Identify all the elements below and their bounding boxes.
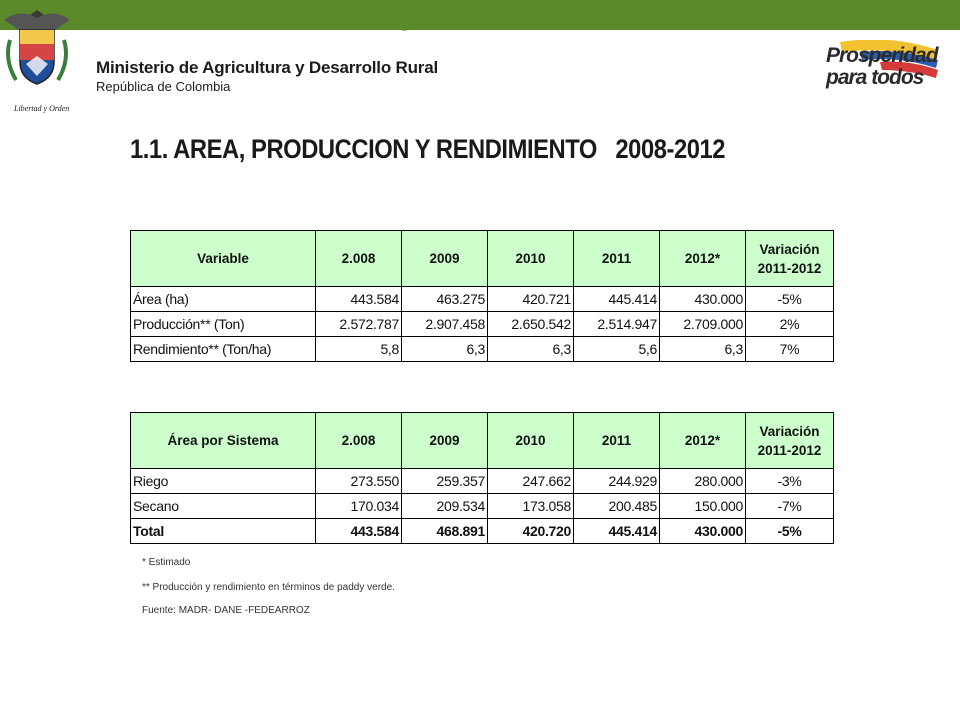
column-header: 2011 [574, 413, 660, 469]
column-header: 2012* [660, 231, 746, 287]
header-banner [0, 0, 960, 124]
variation-cell: 7% [746, 337, 834, 362]
row-label: Riego [131, 469, 316, 494]
table-header-row [131, 231, 834, 287]
table-cell: 2.907.458 [402, 312, 488, 337]
table-cell: 6,3 [660, 337, 746, 362]
variation-cell: 2% [746, 312, 834, 337]
table-cell: 2.650.542 [488, 312, 574, 337]
footnote-paddy: ** Producción y rendimiento en términos de paddy verde. [142, 582, 395, 593]
table-cell: 463.275 [402, 287, 488, 312]
table-cell: 150.000 [660, 494, 746, 519]
row-label: Secano [131, 494, 316, 519]
column-header: 2.008 [316, 413, 402, 469]
table-cell: 6,3 [402, 337, 488, 362]
table-cell: 430.000 [660, 519, 746, 544]
prosperidad-logo [820, 40, 940, 100]
source-note: Fuente: MADR- DANE -FEDEARROZ [142, 605, 310, 616]
ministry-name: Ministerio de Agricultura y Desarrollo Rural [96, 58, 438, 77]
table-cell: 6,3 [488, 337, 574, 362]
row-label: Total [131, 519, 316, 544]
table-cell: 170.034 [316, 494, 402, 519]
table-header-row [131, 413, 834, 469]
table-cell: 5,8 [316, 337, 402, 362]
column-header: Variación 2011-2012 [746, 231, 834, 287]
column-header: Variación 2011-2012 [746, 413, 834, 469]
table-cell: 430.000 [660, 287, 746, 312]
table-cell: 2.572.787 [316, 312, 402, 337]
table-total-row [131, 519, 834, 544]
area-by-system-table [130, 412, 834, 544]
logo-text-line2: para todos [826, 66, 924, 89]
column-header: Variable [131, 231, 316, 287]
country-name: República de Colombia [96, 79, 231, 94]
variation-cell: -5% [746, 287, 834, 312]
column-header: 2010 [488, 231, 574, 287]
table-cell: 443.584 [316, 287, 402, 312]
table-cell: 445.414 [574, 287, 660, 312]
table-cell: 2.514.947 [574, 312, 660, 337]
colombia-coat-of-arms-icon [0, 0, 74, 94]
table-row [131, 469, 834, 494]
row-label: Producción** (Ton) [131, 312, 316, 337]
table-cell: 420.720 [488, 519, 574, 544]
table-cell: 445.414 [574, 519, 660, 544]
variation-cell: -7% [746, 494, 834, 519]
table-cell: 468.891 [402, 519, 488, 544]
column-header: 2.008 [316, 231, 402, 287]
table-cell: 5,6 [574, 337, 660, 362]
table-row [131, 337, 834, 362]
production-table [130, 230, 834, 362]
column-header: 2011 [574, 231, 660, 287]
column-header: 2010 [488, 413, 574, 469]
table-row [131, 312, 834, 337]
variation-cell: -3% [746, 469, 834, 494]
table-cell: 273.550 [316, 469, 402, 494]
page-title: 1.1. AREA, PRODUCCION Y RENDIMIENTO 2008-2012 [130, 134, 726, 164]
table-cell: 259.357 [402, 469, 488, 494]
footnote-estimated: * Estimado [142, 557, 191, 568]
table-cell: 247.662 [488, 469, 574, 494]
table-row [131, 494, 834, 519]
column-header: 2009 [402, 231, 488, 287]
crest-caption: Libertad y Orden [14, 104, 70, 113]
table-cell: 209.534 [402, 494, 488, 519]
logo-text-line1: Prosperidad [826, 44, 938, 67]
row-label: Rendimiento** (Ton/ha) [131, 337, 316, 362]
table-cell: 2.709.000 [660, 312, 746, 337]
column-header: Área por Sistema [131, 413, 316, 469]
row-label: Área (ha) [131, 287, 316, 312]
table-cell: 200.485 [574, 494, 660, 519]
table-cell: 420.721 [488, 287, 574, 312]
table-row [131, 287, 834, 312]
table-cell: 280.000 [660, 469, 746, 494]
table-cell: 244.929 [574, 469, 660, 494]
variation-cell: -5% [746, 519, 834, 544]
table-cell: 443.584 [316, 519, 402, 544]
column-header: 2009 [402, 413, 488, 469]
table-cell: 173.058 [488, 494, 574, 519]
column-header: 2012* [660, 413, 746, 469]
